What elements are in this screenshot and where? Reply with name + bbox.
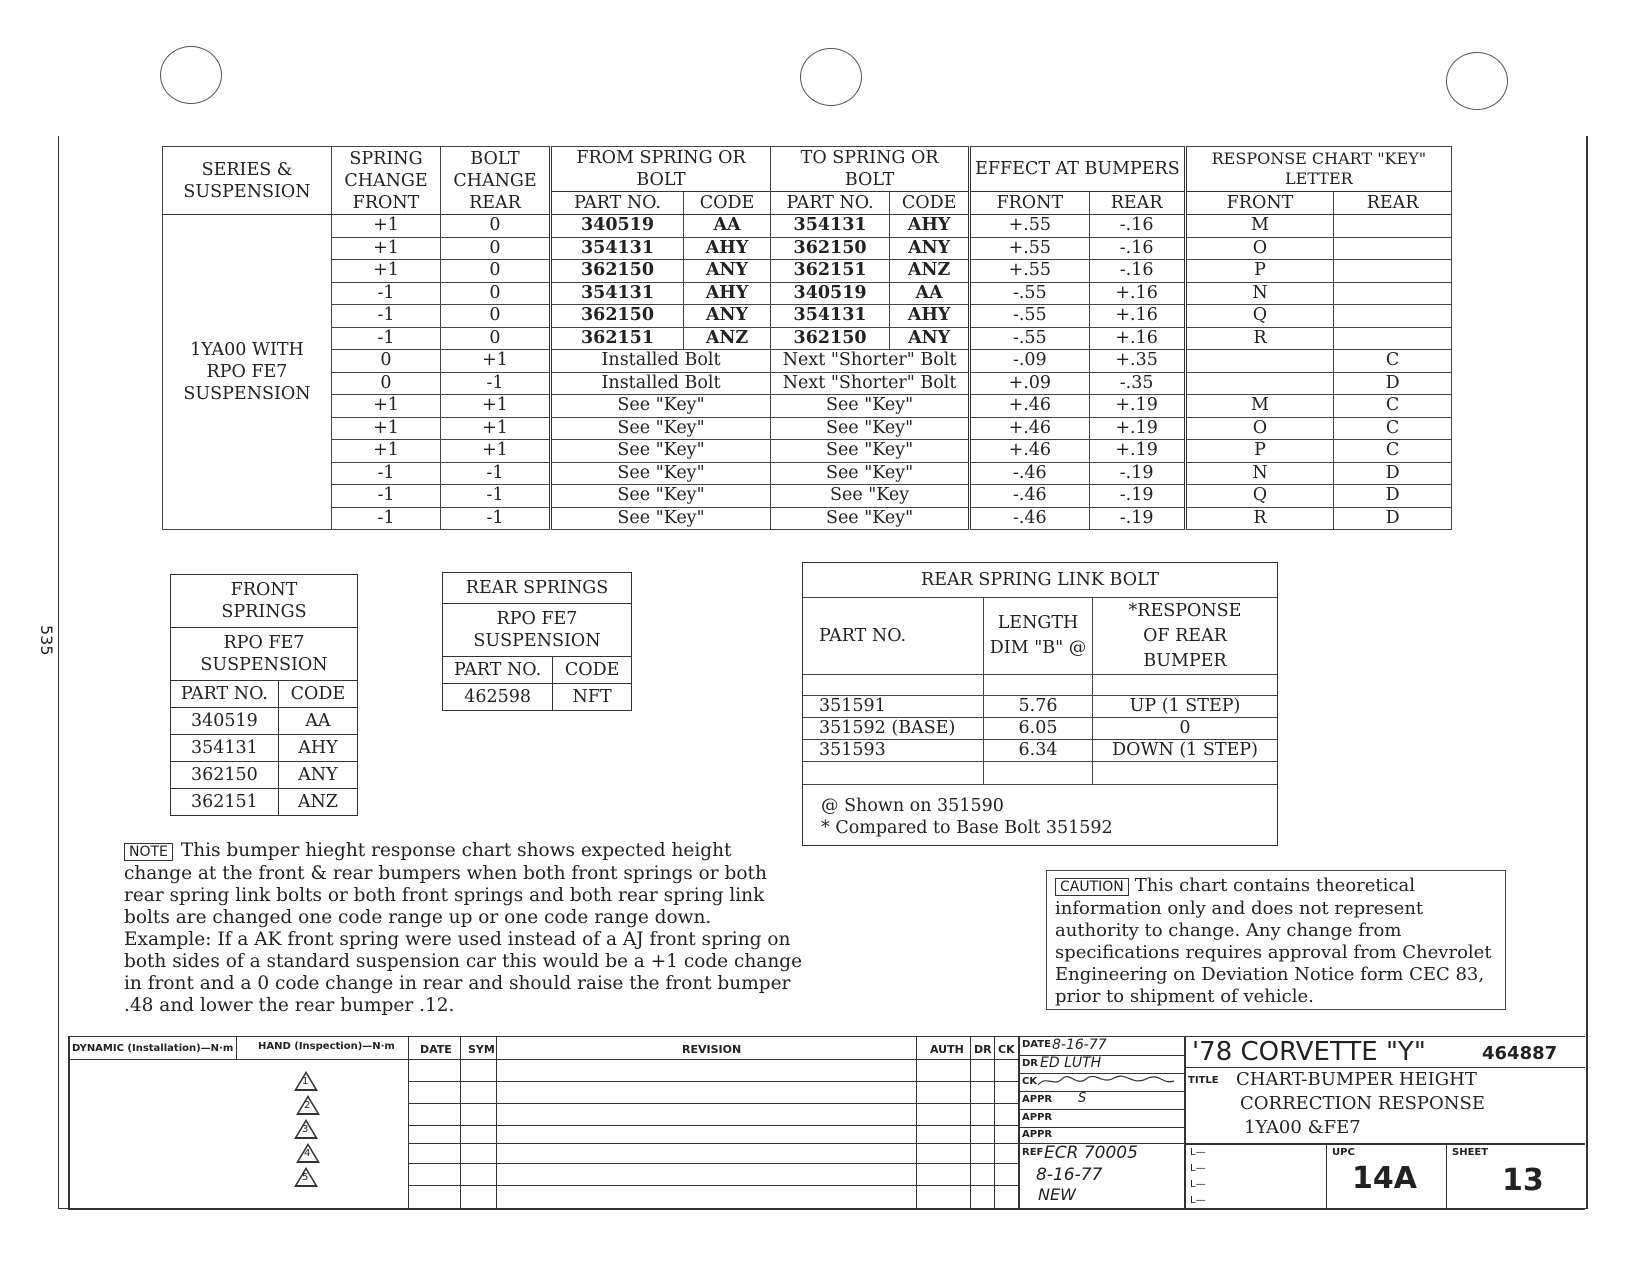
revision-triangle-icon (296, 1095, 320, 1115)
appr1-value: S (1078, 1091, 1087, 1106)
spring-part-cell: 340519 (171, 708, 279, 735)
appr3-label: APPR (1022, 1129, 1053, 1140)
key-front-cell (1185, 350, 1334, 373)
title-line-3: 1YA00 &FE7 (1244, 1117, 1361, 1138)
spring-change-cell: 0 (332, 350, 441, 373)
sheet-label: SHEET (1452, 1147, 1489, 1158)
bolt-change-cell: 0 (441, 237, 551, 260)
key-rear-cell: D (1334, 507, 1452, 530)
link-bolt-box (802, 562, 1278, 846)
effect-front-cell: +.09 (970, 372, 1089, 395)
l-line-2: L— (1190, 1163, 1206, 1174)
link-bolt-length-cell: 6.05 (984, 718, 1093, 740)
effect-rear-cell: -.19 (1089, 507, 1185, 530)
chart-row (163, 305, 1452, 328)
ref-date: 8-16-77 (1036, 1165, 1103, 1185)
link-bolt-length-cell: 6.34 (984, 740, 1093, 762)
upc-label: UPC (1332, 1147, 1355, 1158)
effect-rear-cell: -.16 (1089, 215, 1185, 238)
link-bolt-response-cell: DOWN (1 STEP) (1093, 740, 1278, 762)
to-part-cell: 354131 (771, 305, 890, 328)
spring-change-cell: +1 (332, 440, 441, 463)
from-cell: See "Key" (551, 440, 771, 463)
link-bolt-response-cell: UP (1 STEP) (1093, 696, 1278, 718)
spring-change-cell: +1 (332, 260, 441, 283)
bolt-change-cell: +1 (441, 350, 551, 373)
rear-springs-col-part: PART NO. (443, 657, 553, 684)
from-part-cell: 340519 (551, 215, 684, 238)
header-from-code: CODE (684, 192, 771, 215)
from-cell: Installed Bolt (551, 350, 771, 373)
from-code-cell: AA (684, 215, 771, 238)
col-auth: AUTH (930, 1043, 964, 1056)
header-key-front: FRONT (1185, 192, 1334, 215)
to-cell: See "Key (771, 485, 970, 508)
col-sym: SYM (468, 1043, 495, 1056)
header-from-part: PART NO. (551, 192, 684, 215)
spring-change-cell: -1 (332, 305, 441, 328)
bolt-change-cell: -1 (441, 462, 551, 485)
key-front-cell: P (1185, 260, 1334, 283)
link-bolt-part-cell: 351592 (BASE) (803, 718, 984, 740)
revision-triangle-number: 4 (304, 1148, 311, 1159)
key-rear-cell (1334, 237, 1452, 260)
link-bolt-title: REAR SPRING LINK BOLT (803, 563, 1277, 598)
chart-row (163, 215, 1452, 238)
bolt-change-cell: -1 (441, 372, 551, 395)
chart-row (163, 485, 1452, 508)
chart-row (163, 507, 1452, 530)
to-part-cell: 362151 (771, 260, 890, 283)
spring-code-cell: AA (278, 708, 357, 735)
from-code-cell: ANY (684, 305, 771, 328)
col-dr: DR (974, 1043, 992, 1056)
checker-signature (1036, 1073, 1176, 1091)
effect-rear-cell: -.16 (1089, 260, 1185, 283)
dynamic-torque-label: DYNAMIC (Installation)—N·m (72, 1043, 234, 1054)
rear-springs-col-code: CODE (553, 657, 632, 684)
link-bolt-note-1: @ Shown on 351590 (821, 796, 1004, 816)
dr-label: DR (1022, 1058, 1039, 1069)
from-part-cell: 354131 (551, 237, 684, 260)
caution-text: This chart contains theoretical information only and does not represent authority to change. Any change from specifications requires approval from Chevrolet Engineering on Deviation Notice form CEC 83, prior to shipment of vehicle. (1055, 875, 1492, 1007)
header-spring-change: SPRING CHANGE FRONT (332, 147, 441, 215)
col-revision: REVISION (682, 1043, 742, 1056)
bolt-change-cell: 0 (441, 282, 551, 305)
link-bolt-part-cell: 351593 (803, 740, 984, 762)
bolt-change-cell: -1 (441, 507, 551, 530)
date-label: DATE (1022, 1039, 1051, 1050)
effect-rear-cell: +.19 (1089, 395, 1185, 418)
effect-front-cell: +.46 (970, 417, 1089, 440)
effect-rear-cell: -.16 (1089, 237, 1185, 260)
bolt-change-cell: +1 (441, 440, 551, 463)
header-effect-rear: REAR (1089, 192, 1185, 215)
effect-front-cell: +.46 (970, 395, 1089, 418)
spring-part-cell: 362151 (171, 789, 279, 816)
chart-row (163, 440, 1452, 463)
link-bolt-table (803, 563, 1277, 785)
rear-springs-body (443, 684, 632, 711)
header-effect-front: FRONT (970, 192, 1089, 215)
to-code-cell: ANY (890, 327, 970, 350)
effect-front-cell: +.46 (970, 440, 1089, 463)
effect-front-cell: -.55 (970, 327, 1089, 350)
effect-front-cell: +.55 (970, 215, 1089, 238)
effect-rear-cell: +.19 (1089, 417, 1185, 440)
note-text: This bumper hieght response chart shows expected height change at the front & rear bumpers when both front springs or both rear spring link bolts or both front springs and both rear spring link bolts are changed one code range up or one code range down. Example: If a AK front spring were used instead of a AJ front spring on both sides of a standard suspension car this would be a +1 code change in front and a 0 code change in rear and should raise the front bumper .48 and lower the rear bumper .12. (124, 840, 803, 1016)
key-rear-cell (1334, 282, 1452, 305)
header-series: SERIES & SUSPENSION (163, 147, 332, 215)
link-bolt-body (803, 696, 1277, 762)
link-bolt-row (803, 718, 1277, 740)
chart-row (163, 462, 1452, 485)
from-code-cell: ANZ (684, 327, 771, 350)
hand-torque-label: HAND (Inspection)—N·m (258, 1041, 395, 1052)
to-part-cell: 340519 (771, 282, 890, 305)
chart-row (163, 260, 1452, 283)
effect-front-cell: -.46 (970, 507, 1089, 530)
effect-rear-cell: +.16 (1089, 305, 1185, 328)
spring-code-cell: AHY (278, 735, 357, 762)
link-bolt-length-cell: 5.76 (984, 696, 1093, 718)
from-code-cell: ANY (684, 260, 771, 283)
key-rear-cell: C (1334, 440, 1452, 463)
from-part-cell: 362150 (551, 260, 684, 283)
key-front-cell: N (1185, 462, 1334, 485)
link-bolt-part-cell: 351591 (803, 696, 984, 718)
key-front-cell: M (1185, 215, 1334, 238)
from-part-cell: 354131 (551, 282, 684, 305)
note-tag: NOTE (124, 843, 173, 861)
bolt-change-cell: 0 (441, 305, 551, 328)
effect-rear-cell: +.16 (1089, 327, 1185, 350)
from-code-cell: AHY (684, 237, 771, 260)
header-response: RESPONSE CHART "KEY" LETTER (1185, 147, 1451, 192)
spring-change-cell: -1 (332, 462, 441, 485)
key-front-cell: R (1185, 327, 1334, 350)
spring-change-cell: +1 (332, 237, 441, 260)
spring-row (443, 684, 632, 711)
from-part-cell: 362151 (551, 327, 684, 350)
link-bolt-row (803, 740, 1277, 762)
to-code-cell: ANZ (890, 260, 970, 283)
series-label: 1YA00 WITH RPO FE7 SUSPENSION (163, 215, 332, 530)
spring-row (171, 789, 358, 816)
key-rear-cell: C (1334, 417, 1452, 440)
to-code-cell: ANY (890, 237, 970, 260)
from-cell: See "Key" (551, 462, 771, 485)
ref-value: ECR 70005 (1044, 1143, 1138, 1163)
spring-part-cell: 362150 (171, 762, 279, 789)
front-springs-title: FRONT SPRINGS (171, 575, 358, 628)
l-line-4: L— (1190, 1195, 1206, 1206)
from-cell: See "Key" (551, 485, 771, 508)
ref-label: REF (1022, 1147, 1044, 1158)
punch-hole-center (800, 48, 862, 106)
side-number: 535 (37, 625, 56, 656)
front-springs-subtitle: RPO FE7 SUSPENSION (171, 628, 358, 681)
punch-hole-right (1446, 52, 1508, 110)
ref-new: NEW (1038, 1185, 1076, 1204)
date-value: 8-16-77 (1052, 1037, 1107, 1053)
spring-change-cell: +1 (332, 395, 441, 418)
effect-front-cell: -.09 (970, 350, 1089, 373)
to-cell: Next "Shorter" Bolt (771, 372, 970, 395)
spring-part-cell: 354131 (171, 735, 279, 762)
to-cell: See "Key" (771, 462, 970, 485)
chart-row (163, 395, 1452, 418)
model-name: '78 CORVETTE "Y" (1192, 1037, 1426, 1067)
revision-triangle-icon (296, 1143, 320, 1163)
link-bolt-row (803, 696, 1277, 718)
spring-row (171, 708, 358, 735)
bolt-change-cell: -1 (441, 485, 551, 508)
bolt-change-cell: 0 (441, 215, 551, 238)
title-line-2: CORRECTION RESPONSE (1240, 1093, 1486, 1114)
key-front-cell: R (1185, 507, 1334, 530)
revision-triangle-number: 1 (302, 1076, 309, 1087)
l-line-1: L— (1190, 1147, 1206, 1158)
col-date: DATE (420, 1043, 452, 1056)
key-front-cell: Q (1185, 305, 1334, 328)
key-front-cell: M (1185, 395, 1334, 418)
from-cell: See "Key" (551, 395, 771, 418)
to-code-cell: AA (890, 282, 970, 305)
link-bolt-col-part: PART NO. (803, 598, 984, 675)
front-springs-col-code: CODE (278, 681, 357, 708)
l-line-3: L— (1190, 1179, 1206, 1190)
revision-triangle-number: 5 (302, 1172, 309, 1183)
spring-row (171, 762, 358, 789)
spring-change-cell: +1 (332, 215, 441, 238)
caution-box (1046, 870, 1506, 1010)
link-bolt-note-2: * Compared to Base Bolt 351592 (821, 818, 1113, 838)
spring-change-cell: -1 (332, 507, 441, 530)
col-ck: CK (998, 1043, 1015, 1056)
bolt-change-cell: +1 (441, 395, 551, 418)
effect-front-cell: -.55 (970, 282, 1089, 305)
front-springs-col-part: PART NO. (171, 681, 279, 708)
header-key-rear: REAR (1334, 192, 1452, 215)
effect-front-cell: -.55 (970, 305, 1089, 328)
effect-rear-cell: -.19 (1089, 462, 1185, 485)
chart-row (163, 327, 1452, 350)
to-part-cell: 362150 (771, 327, 890, 350)
bolt-change-cell: +1 (441, 417, 551, 440)
rear-springs-table (442, 572, 632, 711)
caution-tag: CAUTION (1055, 878, 1129, 896)
title-block (68, 1036, 1585, 1209)
revision-triangle-icon (294, 1119, 318, 1139)
spring-code-cell: ANZ (278, 789, 357, 816)
title-line-1: CHART-BUMPER HEIGHT (1236, 1069, 1477, 1090)
response-chart-body (163, 215, 1452, 530)
chart-row (163, 417, 1452, 440)
key-rear-cell: D (1334, 462, 1452, 485)
link-bolt-col-response: *RESPONSE OF REAR BUMPER (1093, 598, 1278, 675)
key-front-cell (1185, 372, 1334, 395)
title-label: TITLE (1188, 1075, 1219, 1086)
spring-part-cell: 462598 (443, 684, 553, 711)
spring-change-cell: 0 (332, 372, 441, 395)
key-rear-cell (1334, 327, 1452, 350)
drawing-number: 464887 (1482, 1043, 1558, 1064)
link-bolt-response-cell: 0 (1093, 718, 1278, 740)
bolt-change-cell: 0 (441, 327, 551, 350)
to-code-cell: AHY (890, 215, 970, 238)
from-code-cell: AHY (684, 282, 771, 305)
chart-row (163, 372, 1452, 395)
chart-row (163, 237, 1452, 260)
header-bolt-change: BOLT CHANGE REAR (441, 147, 551, 215)
effect-rear-cell: -.35 (1089, 372, 1185, 395)
header-to-code: CODE (890, 192, 970, 215)
effect-front-cell: +.55 (970, 237, 1089, 260)
rear-springs-title: REAR SPRINGS (443, 573, 632, 604)
to-code-cell: AHY (890, 305, 970, 328)
key-front-cell: N (1185, 282, 1334, 305)
front-springs-table (170, 574, 358, 816)
spring-change-cell: +1 (332, 417, 441, 440)
to-part-cell: 354131 (771, 215, 890, 238)
from-cell: Installed Bolt (551, 372, 771, 395)
spring-change-cell: -1 (332, 282, 441, 305)
header-to-part: PART NO. (771, 192, 890, 215)
appr1-label: APPR (1022, 1094, 1053, 1105)
chart-row (163, 350, 1452, 373)
spring-change-cell: -1 (332, 485, 441, 508)
key-rear-cell (1334, 215, 1452, 238)
to-part-cell: 362150 (771, 237, 890, 260)
note-paragraph (124, 840, 804, 1017)
effect-rear-cell: +.35 (1089, 350, 1185, 373)
key-front-cell: P (1185, 440, 1334, 463)
key-rear-cell (1334, 305, 1452, 328)
to-cell: See "Key" (771, 395, 970, 418)
key-rear-cell: C (1334, 395, 1452, 418)
from-part-cell: 362150 (551, 305, 684, 328)
spring-code-cell: ANY (278, 762, 357, 789)
front-springs-body (171, 708, 358, 816)
response-chart-table (162, 146, 1452, 530)
to-cell: See "Key" (771, 440, 970, 463)
key-front-cell: O (1185, 417, 1334, 440)
from-cell: See "Key" (551, 417, 771, 440)
bolt-change-cell: 0 (441, 260, 551, 283)
key-rear-cell: C (1334, 350, 1452, 373)
to-cell: Next "Shorter" Bolt (771, 350, 970, 373)
header-from: FROM SPRING OR BOLT (551, 147, 771, 192)
link-bolt-notes (821, 795, 1113, 839)
effect-rear-cell: +.16 (1089, 282, 1185, 305)
upc-value: 14A (1352, 1161, 1417, 1196)
key-front-cell: O (1185, 237, 1334, 260)
revision-triangle-number: 2 (304, 1100, 311, 1111)
sheet-value: 13 (1502, 1163, 1544, 1198)
spring-code-cell: NFT (553, 684, 632, 711)
effect-front-cell: -.46 (970, 462, 1089, 485)
key-rear-cell: D (1334, 372, 1452, 395)
header-effect: EFFECT AT BUMPERS (970, 147, 1186, 192)
key-rear-cell: D (1334, 485, 1452, 508)
effect-front-cell: -.46 (970, 485, 1089, 508)
ck-label: CK (1022, 1076, 1038, 1087)
punch-hole-left (160, 46, 222, 104)
from-cell: See "Key" (551, 507, 771, 530)
key-front-cell: Q (1185, 485, 1334, 508)
dr-value: ED LUTH (1040, 1055, 1102, 1071)
spring-change-cell: -1 (332, 327, 441, 350)
effect-front-cell: +.55 (970, 260, 1089, 283)
revision-triangle-number: 3 (302, 1124, 309, 1135)
chart-row (163, 282, 1452, 305)
revision-triangle-icon (294, 1071, 318, 1091)
spring-row (171, 735, 358, 762)
effect-rear-cell: -.19 (1089, 485, 1185, 508)
to-cell: See "Key" (771, 417, 970, 440)
to-cell: See "Key" (771, 507, 970, 530)
rear-springs-subtitle: RPO FE7 SUSPENSION (443, 604, 632, 657)
header-to: TO SPRING OR BOLT (771, 147, 970, 192)
appr2-label: APPR (1022, 1112, 1053, 1123)
effect-rear-cell: +.19 (1089, 440, 1185, 463)
key-rear-cell (1334, 260, 1452, 283)
link-bolt-col-length: LENGTH DIM "B" @ (984, 598, 1093, 675)
revision-triangle-icon (294, 1167, 318, 1187)
